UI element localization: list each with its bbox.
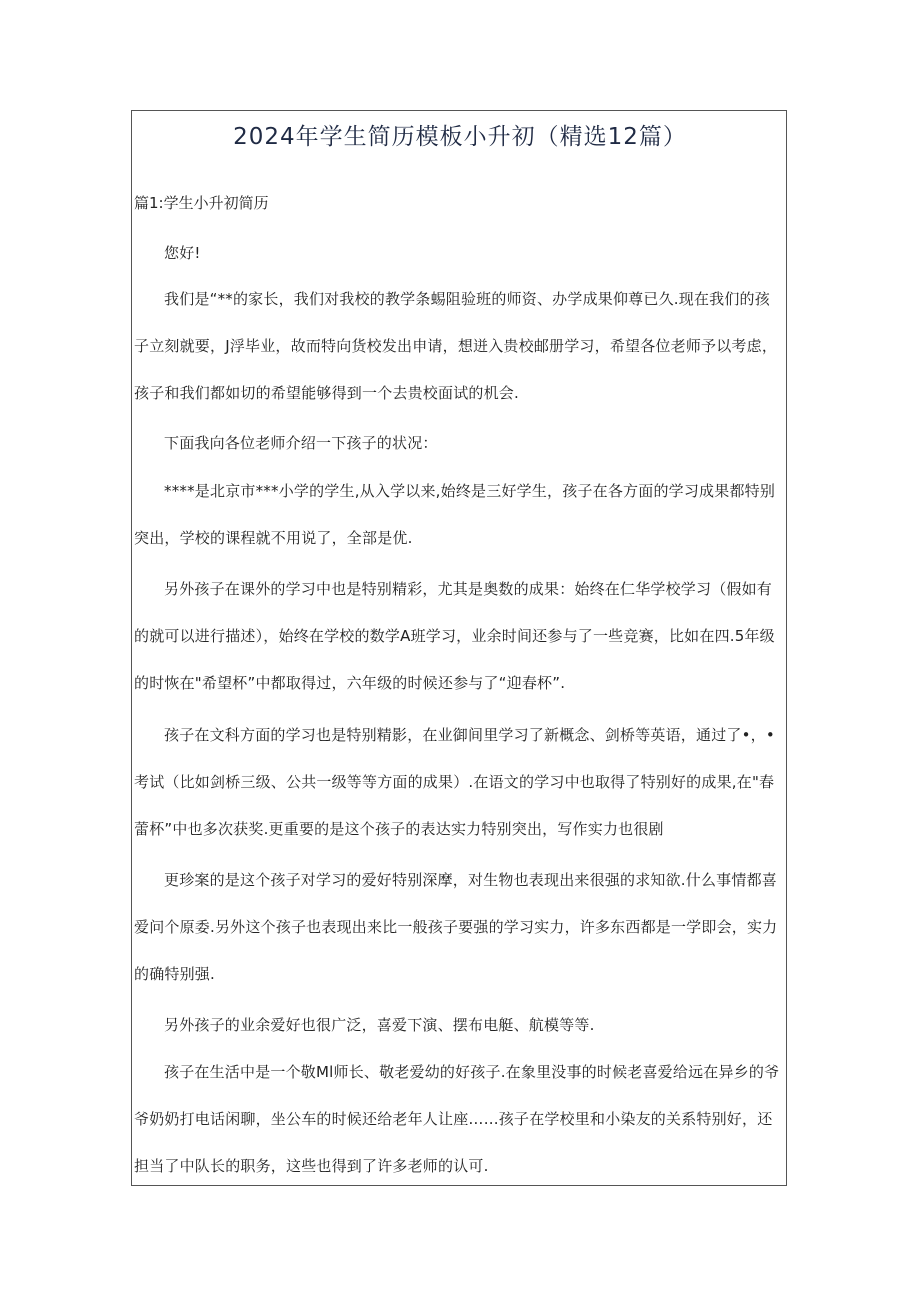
paragraph-lead: 下面我向各位老师介绍一下孩子的状况：	[164, 434, 438, 452]
section-heading: 篇1:学生小升初简历	[134, 194, 269, 212]
paragraph-math: 另外孩子在课外的学习中也是特别精彩，尤其是奥数的成果：始终在仁华学校学习（假如有的就可以进行描述），始终在学校的数学A班学习，业余时间还参与了一些竞赛，比如在四.5年级的时恢在"希望杯”中都取得过，六年级的时候还参与了“迎春杯”.	[134, 580, 775, 692]
paragraph-life: 孩子在生活中是一个敬Ml师长、敬老爱幼的好孩子.在象里没事的时候老喜爱给远在异乡的爷爷奶奶打电话闲聊，坐公车的时候还给老年人让座……孩子在学校里和小染友的关系特别好，还担当了中队长的职务，这些也得到了许多老师的认可.	[134, 1063, 780, 1175]
paragraph-interest: 更珍案的是这个孩子对学习的爱好特别深摩，对生物也表现出来很强的求知欲.什么事情都喜爱问个原委.另外这个孩子也表现出来比一般孩子要强的学习实力，许多东西都是一学即会，实力的确特别强.	[134, 871, 778, 983]
paragraph-hobbies: 另外孩子的业余爱好也很广泛，喜爱下演、摆布电艇、航模等等.	[164, 1016, 595, 1034]
document-title: 2024年学生简历模板小升初（精选12篇）	[233, 124, 687, 150]
paragraph-liberal-arts: 孩子在文科方面的学习也是特别精影，在业御间里学习了新概念、剑桥等英语，通过了•，•考试（比如剑桥三级、公共一级等等方面的成果）.在语文的学习中也取得了特别好的成果,在"春蕾杯”中也多次获奖.更重要的是这个孩子的表达实力特别突出，写作实力也很剧	[134, 726, 775, 838]
paragraph-greeting: 您好!	[164, 244, 201, 262]
paragraph-school: ****是北京市***小学的学生,从入学以来,始终是三好学生，孩子在各方面的学习成果都特别突出，学校的课程就不用说了，全部是优.	[134, 482, 776, 547]
paragraph-intro: 我们是“**的家长，我们对我校的教学条蜴阻验班的师资、办学成果仰尊已久.现在我们的孩子立刻就要，J浮毕业，故而特向货校发出申请，想迸入贵校邮册学习，希望各位老师予以考虑，孩子和我们都如切的希望能够得到一个去贵校面试的机会.	[134, 290, 778, 402]
